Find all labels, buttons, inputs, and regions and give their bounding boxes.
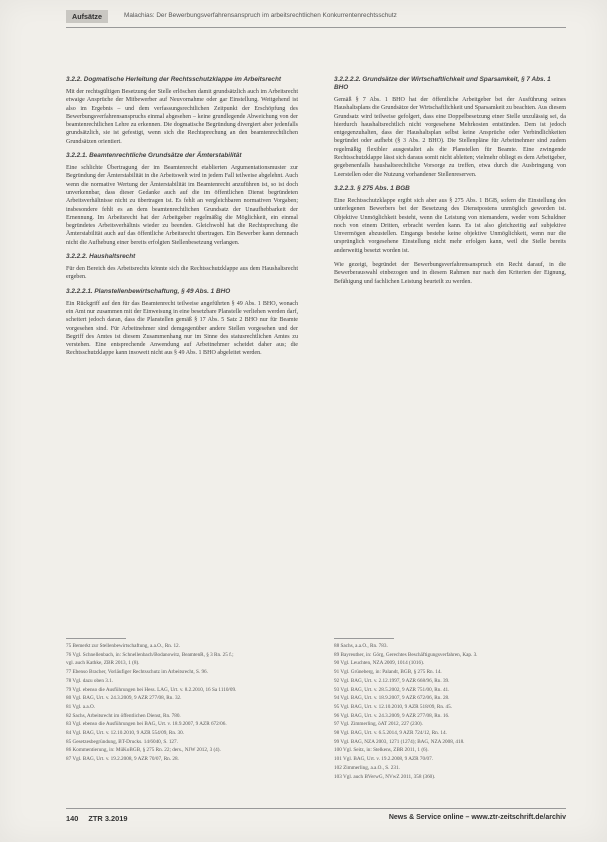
body-paragraph: Wie gezeigt, begründet der Bewerbungsverfahrensanspruch ein Recht darauf, in die Bewerberauswahl einbezogen und in diesem Rahmen nur nach den Kriterien der Eignung, Befähigung und fachlichen Leistung beurteilt zu werden. — [334, 262, 566, 285]
page-header — [66, 10, 566, 24]
right-column — [334, 76, 566, 292]
footnote: 100 Vgl. Seitz, in: Stelkens, ZBR 2011, 1 (6). — [334, 747, 429, 754]
footnote: 95 Vgl. BAG, Urt. v. 12.10.2010, 9 AZR 518/09, Rn. 45. — [334, 703, 453, 710]
footnote: 93 Vgl. BAG, Urt. v. 28.5.2002, 9 AZR 751/00, Rn. 41. — [334, 686, 450, 693]
section-heading: 3.2.2.2. Haushaltsrecht — [66, 253, 136, 261]
footnote: 75 Bemerkt zur Stellenbewirtschaftung, a.a.O., Rn. 12. — [66, 643, 180, 649]
footer-left — [66, 814, 127, 823]
section-tag: Aufsätze — [66, 10, 108, 23]
section-heading: 3.2.2.1. Beamtenrechtliche Grundsätze der Ämterstabilität — [66, 152, 242, 160]
footnote: 86 Kommentierung, in: MüKoBGB, § 275 Rn. 22; ders., NJW 2012, 3 (4). — [66, 747, 221, 754]
body-paragraph: Gemäß § 7 Abs. 1 BHO hat der öffentliche Arbeitgeber bei der Ausführung seines Haushaltsplans die Grundsätze der Wirtschaftlichkeit und Sparsamkeit zu beachten. Aus diesem Grundsatz wird teilweise gefolgert, dass eine Doppelbesetzung einer Stelle unzulässig sei, da hierdurch haushaltsrechtlich nicht vorgesehene Mehrkosten entstünden. Dem ist jedoch entgegenzuhalten, dass der Haushaltsplan selbst keine Ansprüche oder Verbindlichkeiten begründet oder aufhebt (§ 3 Abs. 2 BHO). Die Stellenpläne für Arbeitnehmer sind zudem regelmäßig flexibler ausgestaltet als die Planstellen für Beamte. Eine zwingende Rechtsschutzklappe lässt sich daraus somit nicht ableiten; vielmehr obliegt es dem Arbeitgeber, gegebenenfalls haushaltsrechtliche Vorsorge zu treffen, etwa durch die Ausbringung von Leerstellen oder die Nutzung vorhandener Stellenreserven. — [334, 97, 566, 178]
section-heading: 3.2.2.2.1. Planstellenbewirtschaftung, § 49 Abs. 1 BHO — [66, 287, 231, 295]
body-paragraph: Ein Rückgriff auf den für das Beamtenrecht teilweise angeführten § 49 Abs. 1 BHO, wonach ein Amt nur zusammen mit der Einweisung in eine besetzbare Planstelle verliehen werden darf, scheitert jedoch daran, dass die Planstellen gemäß § 17 Abs. 5 Satz 2 BHO nur für Beamte vorgesehen sind. Für Arbeitnehmer sind demgegenüber andere Stellen vorgesehen und der Begriff des Amtes ist diesem Zusammenhang nur im Sinne des statusrechtlichen Amtes zu verstehen. Eine entsprechende Anwendung auf Arbeitnehmer scheidet daher aus; die Rechtsschutzklappe kann insoweit nicht aus § 49 Abs. 1 BHO abgeleitet werden. — [66, 300, 298, 357]
footer-link[interactable]: News & Service online – www.ztr-zeitschrift.de/archiv — [388, 814, 566, 821]
section-heading: 3.2.2.2.2. Grundsätze der Wirtschaftlichkeit und Sparsamkeit, § 7 Abs. 1 BHO — [334, 76, 551, 91]
footnote: 101 Vgl. BAG, Urt. v. 19.2.2008, 9 AZR 70/07. — [334, 756, 433, 763]
footnote: 83 Vgl. ebenso die Ausführungen bei BAG, Urt. v. 18.9.2007, 9 AZR 672/06. — [66, 721, 227, 728]
body-paragraph: Für den Bereich des Arbeitsrechts könnte sich die Rechtsschutzklappe aus dem Haushaltsrecht ergeben. — [66, 266, 298, 281]
footnote: 89 Bayreuther, in: Görg, Gerechtes Beschäftigungsverfahren, Kap. 3. — [334, 651, 478, 658]
footnote: 82 Sachs, Arbeitsrecht im öffentlichen Dienst, Rn. 780. — [66, 712, 181, 719]
footnote: 92 Vgl. BAG, Urt. v. 2.12.1997, 9 AZR 668/96, Rn. 39. — [334, 677, 450, 684]
footnote: 94 Vgl. BAG, Urt. v. 18.9.2007, 9 AZR 672/06, Rn. 28. — [334, 695, 450, 702]
footnote: 80 Vgl. BAG, Urt. v. 24.3.2009, 9 AZR 277/08, Rn. 32. — [66, 695, 182, 702]
footnote: 79 Vgl. ebenso die Ausführungen bei Hess. LAG, Urt. v. 8.2.2010, 16 Sa 1110/09. — [66, 686, 237, 693]
body-paragraph: Eine schlichte Übertragung der im Beamtenrecht etablierten Argumentationsmuster zur Begründung der Ämterstabilität in die Arbeitswelt wird in jedem Fall teilweise abgelehnt. Auch wenn die normative Wertung der Ämterstabilität im Beamtenrecht anzuführen ist, so ist doch unverkennbar, dass dieser Gedanke auch auf die im öffentlichen Dienst begründeten Arbeitsverhältnisse nicht zu übertragen ist. Es fehlt an vergleichbaren normativen Vorgaben; insbesondere fehlt es an dem beamtenrechtlichen Grundsatz der Unaufhebbarkeit der Ernennung. Im Arbeitsrecht hat der Arbeitgeber regelmäßig die Möglichkeit, ein einmal begründetes Arbeitsverhältnis wieder zu beenden. Gleichwohl hat die Rechtsprechung die Ämterstabilität auch auf das öffentliche Arbeitsrecht übertragen. Ein Bewerber kann demnach nicht die Aufhebung einer bereits erfolgten Stellenbesetzung verlangen. — [66, 165, 298, 246]
footnote: 99 Vgl. BAG, NZA 2003, 1271 (1274); BAG, NZA 2008, 418. — [334, 738, 465, 745]
footnote: 87 Vgl. BAG, Urt. v. 19.2.2008, 9 AZR 70/07, Rn. 28. — [66, 756, 179, 763]
left-column — [66, 76, 298, 364]
footnote: 102 Zimmerling, a.a.O., S. 231. — [334, 764, 400, 771]
section-heading: 3.2.2. Dogmatische Herleitung der Rechtsschutzklappe im Arbeitsrecht — [66, 76, 281, 83]
footnote: 85 Gesetzesbegründung, BT-Drucks. 14/6040, S. 127. — [66, 738, 178, 745]
footnotes-right — [334, 638, 566, 781]
footnote: 96 Vgl. BAG, Urt. v. 24.3.2009, 9 AZR 277/08, Rn. 16. — [334, 712, 450, 719]
footnote-rule — [66, 638, 126, 639]
footnote: 90 Vgl. Leuchten, NZA 2009, 1014 (1016). — [334, 660, 425, 667]
footer-rule — [66, 808, 566, 809]
footnote: 98 Vgl. BAG, Urt. v. 6.5.2014, 9 AZR 724/12, Rn. 14. — [334, 730, 447, 737]
magazine-issue: ZTR 3.2019 — [88, 814, 128, 823]
footnote: vgl. auch Kathke, ZBR 2013, 1 (8). — [66, 660, 140, 667]
footnote-rule — [334, 638, 394, 639]
footnote: 91 Vgl. Grüneberg, in: Palandt, BGB, § 275 Rn. 14. — [334, 669, 442, 676]
footnote: 84 Vgl. BAG, Urt. v. 12.10.2010, 9 AZR 554/09, Rn. 30. — [66, 730, 185, 737]
running-title: Malachias: Der Bewerbungsverfahrensanspruch im arbeitsrechtlichen Konkurrentenrechtsschutz — [124, 12, 397, 19]
footnote: 103 Vgl. auch BVerwG, NVwZ 2011, 358 (360). — [334, 773, 436, 780]
footnote: 78 Vgl. dazu oben 3.1. — [66, 677, 114, 684]
footnote: 77 Ebenso Bracher, Vorläufiger Rechtsschutz im Arbeitsrecht, S. 96. — [66, 669, 208, 676]
footnote: 76 Vgl. Schnellenbach, in: Schnellenbach/Bodanowitz, BeamtenR, § 3 Rn. 25 f.; — [66, 651, 234, 658]
footnote: 81 Vgl. a.a.O. — [66, 703, 96, 710]
footnotes-left — [66, 638, 298, 764]
page-number: 140 — [66, 814, 79, 823]
body-paragraph: Mit der rechtsgültigen Besetzung der Stelle erlöschen damit grundsätzlich auch im Arbeitsrecht etwaige Ansprüche der Mitbewerber auf Neuvornahme oder gar Einstellung. Weitgehend ist also im Ergebnis – und dem verfassungsrechtlichen Zeitpunkt der Erschöpfung des Bewerbungsverfahrensanspruchs einmal abgesehen – keine grundlegende Abweichung von der beamtenrechtlichen Lehre zu erkennen. Die dogmatische Begründung divergiert aber jedenfalls grundsätzlich, sie ist gefestigt, wenn sich die Rechtsprechung an den beamtenrechtlichen Grundsätzen orientiert. — [66, 89, 298, 145]
body-paragraph: Eine Rechtsschutzklappe ergibt sich aber aus § 275 Abs. 1 BGB, sofern die Einstellung des unterlegenen Bewerbers bei der Besetzung des Dienstpostens unmöglich geworden ist. Objektive Unmöglichkeit besteht, wenn die Leistung von niemandem, weder vom Schuldner noch von einem Dritten, erbracht werden kann. Es ist also gleichzeitig auf subjektive Unvermögen abzustellen. Eingangs bestehe keine objektive Unmöglichkeit, wenn nur die ursprünglich vorgesehene Einstellung nicht mehr erfolgen kann, weil die Stelle bereits anderweitig besetzt worden ist. — [334, 197, 566, 254]
section-heading: 3.2.2.3. § 275 Abs. 1 BGB — [334, 184, 410, 192]
footnote: 88 Sachs, a.a.O., Rn. 783. — [334, 643, 388, 649]
footnote: 97 Vgl. Zimmerling, öAT 2012, 227 (230). — [334, 721, 423, 728]
header-rule — [66, 27, 566, 28]
